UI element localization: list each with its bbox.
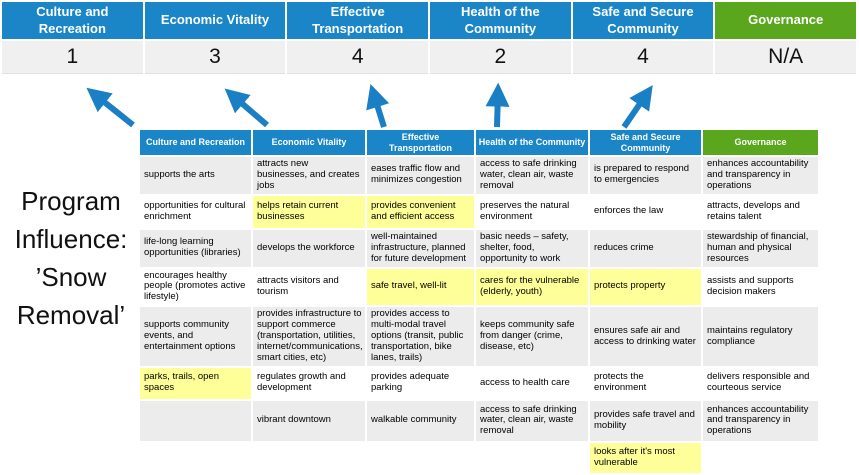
- scoreboard-column-economic: [145, 2, 286, 74]
- matrix-cell: maintains regulatory compliance: [703, 307, 818, 366]
- page-title-line: Removal’: [16, 300, 126, 330]
- matrix-cell: supports community events, and entertainment options: [140, 307, 251, 366]
- matrix-cell: enhances accountability and transparency in operations: [703, 401, 818, 441]
- scoreboard-header-safe: Safe and Secure Community: [573, 2, 714, 39]
- matrix-header-economic: Economic Vitality: [253, 130, 365, 155]
- scoreboard-column-governance: [715, 2, 856, 74]
- table-row: [140, 443, 810, 473]
- page-title: [0, 182, 142, 334]
- page-title-line: Influence:: [14, 224, 128, 254]
- scoreboard-column-safe: [573, 2, 714, 74]
- scoreboard-header-governance: Governance: [715, 2, 856, 39]
- table-row: [140, 230, 810, 267]
- matrix-cell: protects property: [590, 269, 701, 306]
- up-left-arrow: [93, 93, 133, 125]
- matrix-cell: vibrant downtown: [253, 401, 365, 441]
- matrix-header-health: Health of the Community: [476, 130, 588, 155]
- scoreboard-score-safe: 4: [573, 41, 714, 74]
- matrix-cell: access to health care: [476, 368, 588, 399]
- scoreboard-header-transportation: Effective Transportation: [287, 2, 428, 39]
- up-left-arrow: [231, 94, 267, 125]
- matrix-cell: provides convenient and efficient access: [367, 196, 474, 228]
- matrix-cell: develops the workforce: [253, 230, 365, 267]
- matrix-cell: attracts visitors and tourism: [253, 269, 365, 306]
- matrix-cell: attracts, develops and retains talent: [703, 196, 818, 228]
- matrix-cell: walkable community: [367, 401, 474, 441]
- table-row: [140, 307, 810, 366]
- matrix-cell: basic needs – safety, shelter, food, opportunity to work: [476, 230, 588, 267]
- scoreboard-score-governance: N/A: [715, 41, 856, 74]
- matrix-cell: ensures safe air and access to drinking water: [590, 307, 701, 366]
- matrix-cell: enhances accountability and transparency in operations: [703, 157, 818, 194]
- matrix-cell: [476, 443, 588, 473]
- up-arrow: [373, 92, 384, 127]
- table-row: [140, 401, 810, 441]
- matrix-cell: life-long learning opportunities (libraries): [140, 230, 251, 267]
- matrix-cell: provides access to multi-modal travel options (transit, public transportation, bike lanes, trails): [367, 307, 474, 366]
- matrix-cell: [703, 443, 818, 473]
- scoreboard-score-economic: 3: [145, 41, 286, 74]
- scoreboard-column-health: [430, 2, 571, 74]
- up-right-arrow: [624, 92, 648, 127]
- scoreboard-header-culture: Culture and Recreation: [2, 2, 143, 39]
- table-row: [140, 368, 810, 399]
- matrix-cell: reduces crime: [590, 230, 701, 267]
- scoreboard-header-economic: Economic Vitality: [145, 2, 286, 39]
- matrix-header-culture: Culture and Recreation: [140, 130, 251, 155]
- arrows-connector-group: [0, 73, 859, 131]
- matrix-cell: encourages healthy people (promotes active lifestyle): [140, 269, 251, 306]
- matrix-cell: attracts new businesses, and creates jobs: [253, 157, 365, 194]
- matrix-cell: [140, 443, 251, 473]
- matrix-cell: stewardship of financial, human and physical resources: [703, 230, 818, 267]
- page-title-line: Program: [21, 186, 121, 216]
- matrix-cell: safe travel, well-lit: [367, 269, 474, 306]
- matrix-cell: enforces the law: [590, 196, 701, 228]
- matrix-cell: access to safe drinking water, clean air, waste removal: [476, 157, 588, 194]
- matrix-cell: delivers responsible and courteous service: [703, 368, 818, 399]
- matrix-cell: provides safe travel and mobility: [590, 401, 701, 441]
- matrix-cell: eases traffic flow and minimizes congestion: [367, 157, 474, 194]
- scoreboard-column-transportation: [287, 2, 428, 74]
- matrix-cell: provides infrastructure to support commerce (transportation, utilities, internet/communications, smart cities, etc): [253, 307, 365, 366]
- up-arrow: [497, 91, 498, 127]
- matrix-cell: is prepared to respond to emergencies: [590, 157, 701, 194]
- matrix-header-row: [140, 130, 810, 155]
- matrix-cell: supports the arts: [140, 157, 251, 194]
- matrix-header-governance: Governance: [703, 130, 818, 155]
- scoreboard-score-health: 2: [430, 41, 571, 74]
- matrix-header-transportation: Effective Transportation: [367, 130, 474, 155]
- matrix-cell: cares for the vulnerable (elderly, youth): [476, 269, 588, 306]
- matrix-cell: opportunities for cultural enrichment: [140, 196, 251, 228]
- scoreboard: [2, 2, 856, 74]
- table-row: [140, 269, 810, 306]
- matrix-cell: access to safe drinking water, clean air, waste removal: [476, 401, 588, 441]
- matrix-cell: provides adequate parking: [367, 368, 474, 399]
- table-row: [140, 157, 810, 194]
- matrix-cell: [140, 401, 251, 441]
- scoreboard-score-transportation: 4: [287, 41, 428, 74]
- matrix-cell: protects the environment: [590, 368, 701, 399]
- scoreboard-header-health: Health of the Community: [430, 2, 571, 39]
- matrix-cell: looks after it's most vulnerable: [590, 443, 701, 473]
- matrix-cell: well-maintained infrastructure, planned for future development: [367, 230, 474, 267]
- scoreboard-column-culture: [2, 2, 143, 74]
- matrix-cell: preserves the natural environment: [476, 196, 588, 228]
- matrix-cell: parks, trails, open spaces: [140, 368, 251, 399]
- matrix-cell: keeps community safe from danger (crime, disease, etc): [476, 307, 588, 366]
- matrix-header-safe: Safe and Secure Community: [590, 130, 701, 155]
- matrix-cell: helps retain current businesses: [253, 196, 365, 228]
- matrix-cell: regulates growth and development: [253, 368, 365, 399]
- influence-matrix-table: [140, 130, 810, 475]
- table-row: [140, 196, 810, 228]
- matrix-cell: [367, 443, 474, 473]
- matrix-cell: [253, 443, 365, 473]
- matrix-cell: assists and supports decision makers: [703, 269, 818, 306]
- scoreboard-score-culture: 1: [2, 41, 143, 74]
- page-title-line: ’Snow: [35, 262, 107, 292]
